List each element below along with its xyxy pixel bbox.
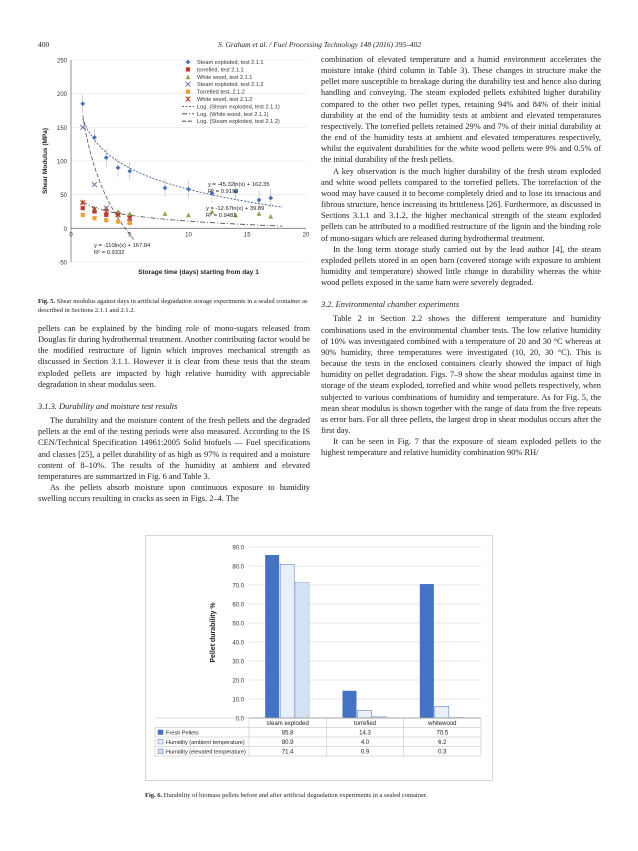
fig5-ytick-label: 200 bbox=[56, 92, 67, 99]
fig5-point bbox=[116, 220, 120, 224]
fig5-annotation: y = -45.32ln(x) + 162.35 bbox=[208, 182, 270, 188]
fig6-bar bbox=[358, 710, 372, 718]
fig5-point bbox=[81, 213, 85, 217]
fig6-legend-swatch bbox=[158, 730, 163, 735]
fig5-x-axis-label: Storage time (days) starting from day 1 bbox=[138, 269, 259, 276]
left-paragraph-3: As the pellets absorb moisture upon continuous exposure to humidity swelling occurs resulting in cracks as seen in Figs. 2–4. The bbox=[38, 483, 310, 504]
fig6-ytick-label: 20.0 bbox=[232, 678, 244, 685]
fig5-point bbox=[104, 218, 108, 222]
fig5-legend-marker bbox=[186, 60, 191, 65]
fig6-data-label: 6.2 bbox=[438, 740, 447, 746]
fig6-data-label: 85.8 bbox=[281, 730, 294, 737]
fig6-bar bbox=[280, 564, 294, 718]
fig6-ytick-label: 0.0 bbox=[235, 716, 244, 723]
fig5-point bbox=[116, 165, 121, 170]
fig5-annotation: y = -12.67ln(x) + 39.89 bbox=[206, 206, 265, 212]
fig6-bar bbox=[295, 582, 309, 718]
fig6-category-label: steam exploded bbox=[266, 721, 309, 727]
fig6-data-label: 80.9 bbox=[281, 740, 294, 746]
fig6-ytick-label: 10.0 bbox=[232, 697, 244, 704]
fig5-chart bbox=[38, 50, 318, 286]
fig6-ytick-label: 40.0 bbox=[232, 640, 244, 647]
fig5-legend-label: Log. (White wood, test 2.1.1) bbox=[197, 111, 269, 118]
fig6-data-label: 14.3 bbox=[359, 730, 371, 737]
fig5-legend-label: Log. (Steam exploded, test 2.1.1) bbox=[197, 104, 280, 111]
fig6-bar bbox=[420, 584, 434, 718]
fig6-ytick-label: 60.0 bbox=[232, 602, 244, 609]
fig5-annotation: y = -110ln(x) + 167.84 bbox=[94, 243, 151, 249]
fig6-bar bbox=[343, 691, 357, 718]
fig5-caption-text: Shear modulus against days in artificial degradation storage experiments in a sealed container as described in Sections 2.1.1 and 2.1.2. bbox=[38, 298, 308, 314]
fig6-data-label: 4.0 bbox=[360, 740, 370, 746]
fig6-y-axis-label: Pellet durability % bbox=[210, 602, 217, 663]
fig6-legend-label: Humidity (elevated temperature) bbox=[166, 749, 246, 756]
fig6-bar bbox=[435, 706, 449, 718]
fig5-trend-steam-2-1-2 bbox=[83, 115, 135, 240]
fig5-caption bbox=[38, 297, 310, 315]
right-paragraph-2: A key observation is the much higher durability of the fresh steam exploded and white wood pellets compared to the torrefied pellets. The torrefaction of the wood may have caused it to become completely dried and to lose its tenacious and fibrous structure, hence increasing its brittleness [26]. Furthermore, as discussed in Sections 3.1.1 and 3.1.2, the higher mechanical strength of the steam exploded pellets can be attributed to a modified restructure of the lignin and the binding role of mono-sugars which are released during hydrothermal treatment. bbox=[321, 166, 601, 243]
fig5-ytick-label: 150 bbox=[56, 125, 67, 132]
fig5-point bbox=[268, 214, 273, 219]
fig5-ytick-label: 0 bbox=[63, 226, 67, 233]
fig6-legend-swatch bbox=[158, 749, 163, 754]
fig5-legend-label: Steam exploded, test 2.1.1 bbox=[197, 60, 264, 66]
fig5-legend-label: White wood, test 2.1.2 bbox=[197, 97, 253, 103]
fig6-chart bbox=[145, 535, 493, 781]
fig5-point bbox=[186, 212, 191, 217]
fig6-ytick-label: 80.0 bbox=[232, 564, 244, 571]
fig6-category-label: torrefied bbox=[353, 721, 377, 727]
fig6-category-label: whitewood bbox=[428, 721, 457, 727]
fig5-legend-label: White wood, test 2.1.1 bbox=[197, 74, 253, 81]
fig5-legend-label: Steam exploded, test 2.1.2 bbox=[197, 82, 264, 89]
fig6-ytick-label: 70.0 bbox=[232, 583, 244, 590]
right-paragraph-3: In the long term storage study carried out by the lead author [4], the steam exploded pellets stored in an open barn (covered storage with exposure to ambient humidity and temperature) showed little change in durability whereas the white wood pellets exposed in the same barn were severely degraded. bbox=[321, 244, 601, 288]
left-paragraph-2: The durability and the moisture content of the fresh pellets and the degraded pellets at the end of the testing periods were also measured. According to the IS CEN/Technical Specification 14961:2005 Solid biofuels — Fuel specifications and classes [25], a pellet durability of as high as 97% is required and a moisture content of 8–10%. The results of the humidity at ambient and elevated temperatures are summarized in Fig. 6 and Table 3. bbox=[38, 416, 310, 481]
left-column bbox=[38, 323, 310, 504]
fig5-xtick-label: 15 bbox=[243, 232, 251, 239]
fig5-xtick-label: 10 bbox=[185, 232, 192, 239]
fig6-data-label: 0.3 bbox=[438, 749, 447, 756]
fig5-legend-marker bbox=[186, 67, 190, 71]
fig6-legend-swatch bbox=[158, 740, 163, 745]
fig5-xtick-label: 0 bbox=[69, 232, 73, 239]
fig5-point bbox=[81, 206, 85, 210]
fig6-bar bbox=[265, 555, 279, 718]
fig5-legend-marker bbox=[186, 74, 191, 79]
fig6-caption-text: Durability of biomass pellets before and after artificial degradation experiments in a sealed container. bbox=[163, 792, 428, 799]
right-paragraph-4: Table 2 in Section 2.2 shows the different temperature and humidity combinations used in the environmental chamber tests. The low relative humidity of 10% was investigated combined with a temperature of 20 and 30 °C whereas at 90% humidity, three temperatures were investigated (10, 20, 30 °C). This is because the tests in the enclosed containers clearly showed the impact of high humidity on pellet degradation. Figs. 7–9 show the shear modulus against time in storage of the steam exploded, torrefied and white wood pellets respectively, when subjected to various combinations of humidity and temperature. As for Fig. 5, the mean shear modulus is shown together with the range of data from the five repeats as error bars. For all three pellets, the largest drop in shear modulus occurs after the first day. bbox=[321, 314, 601, 435]
fig5-point bbox=[92, 135, 97, 140]
fig5-xtick-label: 20 bbox=[302, 232, 310, 239]
fig5-ytick-label: 50 bbox=[60, 193, 67, 200]
fig5-legend-marker bbox=[186, 90, 190, 94]
fig5-annotation: R² = 0.9481 bbox=[206, 213, 237, 219]
left-paragraph-1: pellets can be explained by the binding role of mono-sugars released from Douglas fir during hydrothermal treatment. Another contributing factor would be the modified restructure of lignin which improves mechanical strength as discussed in Section 3.1.1. However it is clear from these tests that the steam exploded pellets are impacted by high relative humidity with appreciable degradation in shear modulus seen. bbox=[38, 324, 310, 389]
fig6-data-label: 70.5 bbox=[436, 730, 449, 737]
fig5-trend-steam-2-1-1 bbox=[83, 119, 283, 207]
fig6-caption-label: Fig. 6. bbox=[145, 792, 163, 799]
section-heading-3-2: 3.2. Environmental chamber experiments bbox=[321, 300, 460, 310]
fig6-ytick-label: 30.0 bbox=[232, 659, 244, 666]
fig5-point bbox=[268, 196, 273, 201]
fig5-legend-label: Torrefied test, 2.1.2 bbox=[197, 89, 245, 96]
fig5-legend-label: torrefied, test 2.1.1 bbox=[197, 67, 244, 74]
fig5-xtick-label: 5 bbox=[128, 232, 132, 239]
fig5-point bbox=[127, 169, 132, 174]
fig6-caption bbox=[145, 791, 545, 800]
section-heading-3-1-3: 3.1.3. Durability and moisture test results bbox=[38, 401, 178, 411]
fig6-data-label: 0.9 bbox=[360, 749, 370, 756]
fig6-data-label: 71.4 bbox=[281, 749, 294, 756]
fig5-point bbox=[127, 211, 132, 216]
fig5-point bbox=[128, 221, 132, 225]
fig5-legend-marker bbox=[186, 82, 191, 87]
fig5-point bbox=[186, 187, 191, 192]
fig5-point bbox=[80, 101, 85, 106]
fig5-point bbox=[163, 211, 168, 216]
running-title: S. Graham et al. / Fuel Processing Technology 148 (2016) 395–402 bbox=[218, 40, 422, 49]
fig5-point bbox=[92, 216, 96, 220]
fig6-ytick-label: 50.0 bbox=[232, 621, 244, 628]
right-paragraph-1: combination of elevated temperature and a humid environment accelerates the moisture intake (third column in Table 3). These changes in structure make the pellet more susceptible to breakage during the durability test and hence also during handling and conveying. The steam exploded pellets exhibited higher durability compared to the other two pellet types, retaining 94% and 84% of their initial durability at the end of the humidity tests at ambient and elevated temperatures respectively. The torrefied pellets retained 29% and 7% of their initial durability at the end of the humidity tests at ambient and elevated temperatures respectively, whilst the equivalent durabilities for the white wood pellets were 9% and 0.5% of the initial durability of the fresh pellets. bbox=[321, 55, 601, 165]
fig6-legend-label: Fresh Pellets bbox=[166, 730, 199, 737]
fig5-legend-label: Log. (Steam exploded, test 2.1.2) bbox=[197, 119, 280, 126]
fig5-point bbox=[104, 155, 109, 160]
fig5-legend-marker bbox=[186, 97, 191, 102]
fig5-annotation: R² = 0.9193 bbox=[208, 189, 239, 195]
fig5-point bbox=[92, 182, 97, 187]
fig5-ytick-label: -50 bbox=[58, 260, 67, 267]
fig5-ytick-label: 100 bbox=[56, 159, 67, 166]
right-column bbox=[321, 54, 601, 458]
fig5-annotation: R² = 0.9332 bbox=[94, 250, 125, 256]
fig6-ytick-label: 90.0 bbox=[232, 545, 244, 552]
right-paragraph-5: It can be seen in Fig. 7 that the exposure of steam exploded pellets to the highest temperature and relative humidity combination 90% RH/ bbox=[321, 437, 601, 458]
fig5-point bbox=[163, 186, 168, 191]
fig6-legend-label: Humidity (ambient temperature) bbox=[166, 740, 245, 746]
fig5-y-axis-label: Shear Modulus (MPa) bbox=[42, 127, 49, 195]
page-number: 400 bbox=[38, 40, 50, 49]
fig5-ytick-label: 250 bbox=[56, 58, 67, 65]
fig5-point bbox=[257, 198, 262, 203]
fig5-caption-label: Fig. 5. bbox=[38, 298, 56, 305]
